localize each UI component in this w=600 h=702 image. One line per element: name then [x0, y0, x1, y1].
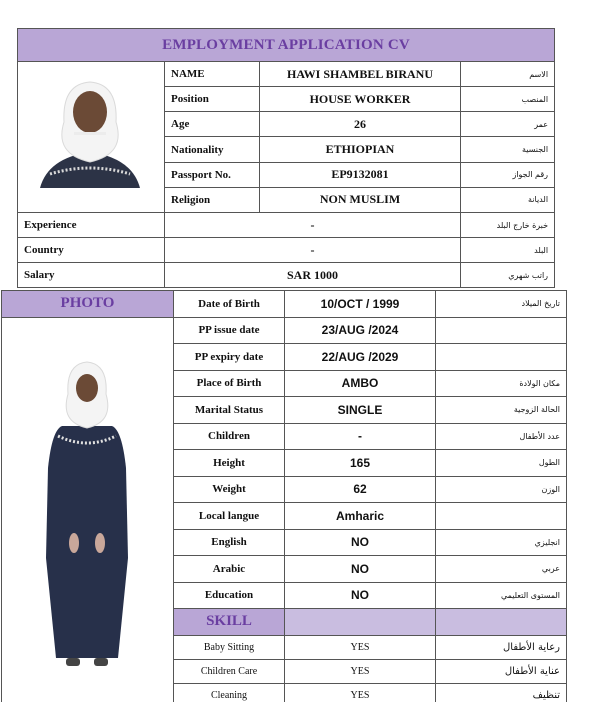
name-value: HAWI SHAMBEL BIRANU [260, 62, 461, 87]
dob-label: Date of Birth [174, 291, 285, 318]
education-value: NO [285, 582, 436, 609]
experience-arabic: خبرة خارج البلد [461, 213, 555, 238]
english-value: NO [285, 529, 436, 556]
photo-header: PHOTO [2, 291, 174, 318]
age-arabic: عمر [461, 112, 555, 137]
passport-arabic: رقم الجواز [461, 162, 555, 187]
skill-children-care-arabic: عناية الأطفال [436, 659, 567, 683]
salary-label: Salary [18, 263, 165, 288]
children-value: - [285, 423, 436, 450]
passport-value: EP9132081 [260, 162, 461, 187]
english-arabic: انجليزي [436, 529, 567, 556]
name-label: NAME [165, 62, 260, 87]
skill-baby-sitting-label: Baby Sitting [174, 635, 285, 659]
skill-header-blank-ar [436, 609, 567, 636]
nationality-value: ETHIOPIAN [260, 137, 461, 162]
local-language-value: Amharic [285, 503, 436, 530]
skill-baby-sitting-arabic: رعاية الأطفال [436, 635, 567, 659]
height-arabic: الطول [436, 450, 567, 477]
dob-value: 10/OCT / 1999 [285, 291, 436, 318]
age-value: 26 [260, 112, 461, 137]
portrait-photo-cell [18, 62, 165, 213]
local-language-label: Local langue [174, 503, 285, 530]
cv-header-table [17, 28, 555, 288]
height-value: 165 [285, 450, 436, 477]
position-arabic: المنصب [461, 87, 555, 112]
skill-header-blank [285, 609, 436, 636]
country-value: - [165, 238, 461, 263]
full-body-photo-cell [2, 317, 174, 702]
education-label: Education [174, 582, 285, 609]
english-label: English [174, 529, 285, 556]
religion-arabic: الديانة [461, 187, 555, 212]
country-arabic: البلد [461, 238, 555, 263]
arabic-value: NO [285, 556, 436, 583]
salary-arabic: راتب شهري [461, 263, 555, 288]
name-arabic: الاسم [461, 62, 555, 87]
height-label: Height [174, 450, 285, 477]
nationality-label: Nationality [165, 137, 260, 162]
weight-label: Weight [174, 476, 285, 503]
salary-value: SAR 1000 [165, 263, 461, 288]
experience-value: - [165, 213, 461, 238]
skill-baby-sitting-value: YES [285, 635, 436, 659]
skill-cleaning-value: YES [285, 683, 436, 702]
dob-arabic: تاريخ الميلاد [436, 291, 567, 318]
education-arabic: المستوى التعليمي [436, 582, 567, 609]
weight-value: 62 [285, 476, 436, 503]
marital-arabic: الحالة الزوجية [436, 397, 567, 424]
arabic-arabic: عربي [436, 556, 567, 583]
nationality-arabic: الجنسية [461, 137, 555, 162]
skill-children-care-label: Children Care [174, 659, 285, 683]
pp-expiry-value: 22/AUG /2029 [285, 344, 436, 371]
skill-cleaning-arabic: تنظيف [436, 683, 567, 702]
local-language-arabic [436, 503, 567, 530]
experience-label: Experience [18, 213, 165, 238]
full-body-photo [2, 318, 172, 702]
position-value: HOUSE WORKER [260, 87, 461, 112]
pp-expiry-label: PP expiry date [174, 344, 285, 371]
pp-issue-arabic [436, 317, 567, 344]
skill-header: SKILL [174, 609, 285, 636]
birthplace-value: AMBO [285, 370, 436, 397]
birthplace-label: Place of Birth [174, 370, 285, 397]
portrait-photo [18, 62, 163, 212]
cv-title: EMPLOYMENT APPLICATION CV [18, 29, 555, 62]
pp-issue-label: PP issue date [174, 317, 285, 344]
cv-details-table [1, 290, 567, 702]
marital-value: SINGLE [285, 397, 436, 424]
birthplace-arabic: مكان الولادة [436, 370, 567, 397]
religion-value: NON MUSLIM [260, 187, 461, 212]
passport-label: Passport No. [165, 162, 260, 187]
position-label: Position [165, 87, 260, 112]
pp-expiry-arabic [436, 344, 567, 371]
country-label: Country [18, 238, 165, 263]
age-label: Age [165, 112, 260, 137]
arabic-label: Arabic [174, 556, 285, 583]
children-label: Children [174, 423, 285, 450]
skill-children-care-value: YES [285, 659, 436, 683]
religion-label: Religion [165, 187, 260, 212]
pp-issue-value: 23/AUG /2024 [285, 317, 436, 344]
children-arabic: عدد الأطفال [436, 423, 567, 450]
marital-label: Marital Status [174, 397, 285, 424]
skill-cleaning-label: Cleaning [174, 683, 285, 702]
weight-arabic: الوزن [436, 476, 567, 503]
